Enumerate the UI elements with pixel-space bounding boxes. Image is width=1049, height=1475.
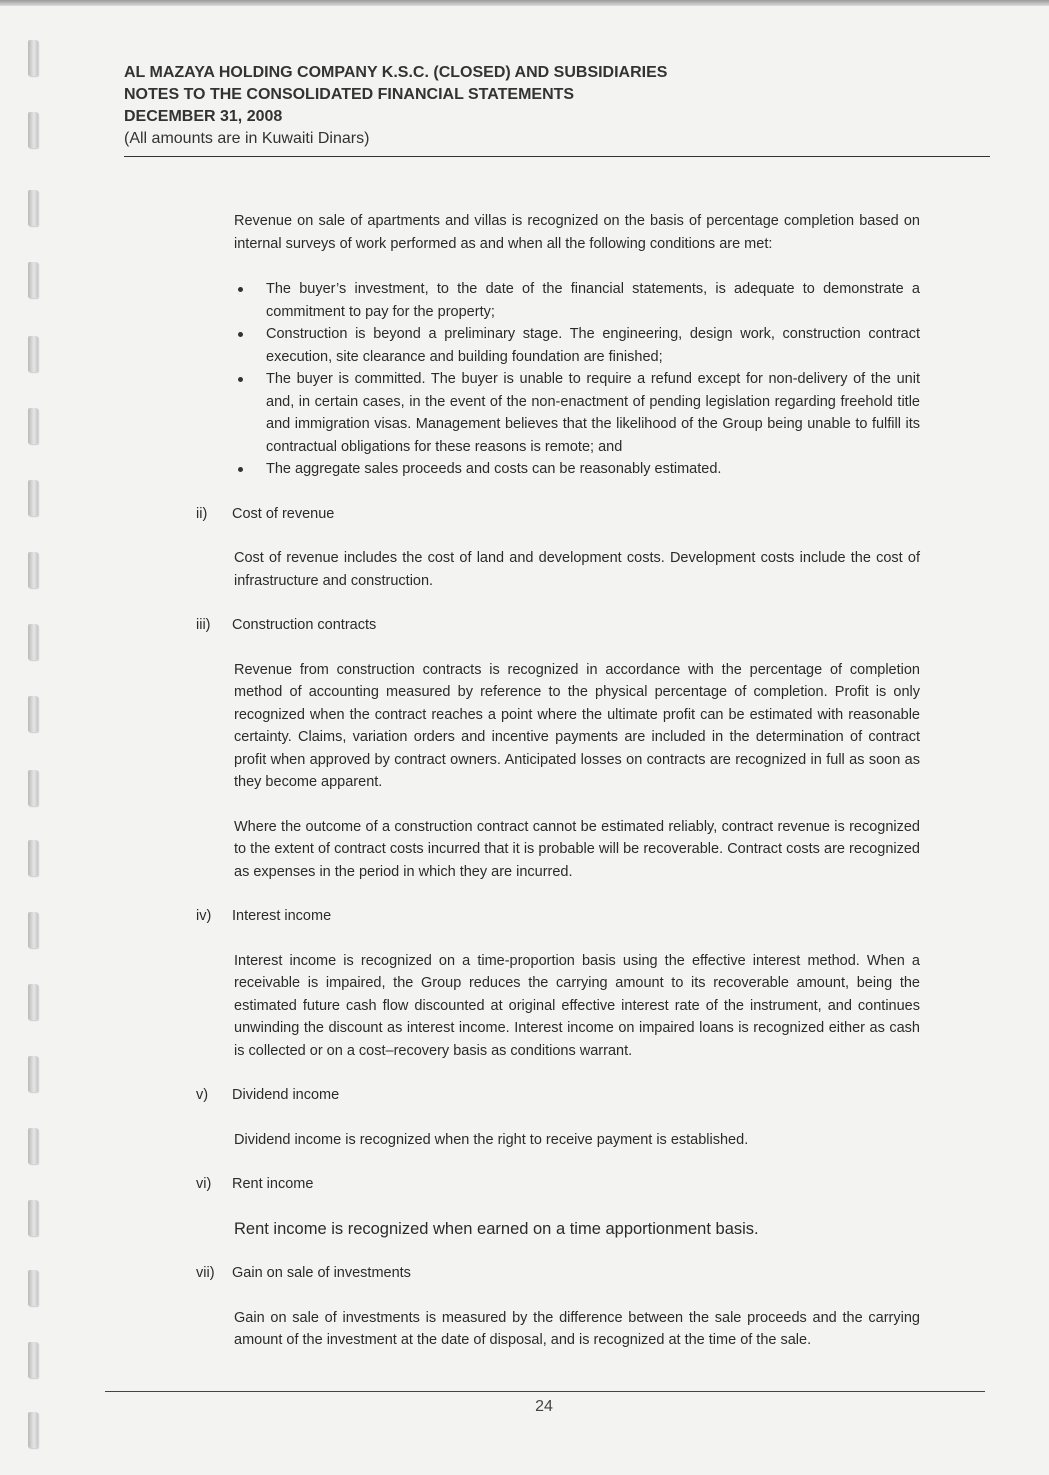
- list-item: [234, 458, 920, 481]
- section-number: iii): [196, 617, 211, 633]
- binder-holes: [28, 0, 42, 1475]
- binder-hole: [28, 336, 38, 372]
- binder-hole: [28, 552, 38, 588]
- binder-hole: [28, 40, 38, 76]
- bullet-icon: [238, 332, 243, 337]
- section-paragraph: Rent income is recognized when earned on a time apportionment basis.: [234, 1219, 759, 1238]
- list-item-text: Construction is beyond a preliminary stage. The engineering, design work, construction contract execution, site clearance and building foundation are finished;: [266, 326, 920, 365]
- section-title: Cost of revenue: [232, 505, 335, 522]
- company-name: AL MAZAYA HOLDING COMPANY K.S.C. (CLOSED) AND SUBSIDIARIES: [124, 64, 668, 81]
- binder-hole: [28, 840, 38, 876]
- section-paragraph: Gain on sale of investments is measured by the difference between the sale proceeds and the carrying amount of the investment at the date of disposal, and is recognized at the time of the sale.: [234, 1309, 920, 1348]
- binder-hole: [28, 984, 38, 1020]
- binder-hole: [28, 1056, 38, 1092]
- binder-hole: [28, 1270, 38, 1306]
- binder-hole: [28, 1200, 38, 1236]
- list-item-text: The buyer is committed. The buyer is unable to require a refund except for non-delivery of the unit and, in certain cases, in the event of the non-enactment of pending legislation regarding freehold title and immigration visas. Management believes that the likelihood of the Group being unable to fulfill its contractual obligations for these reasons is remote; and: [266, 371, 920, 455]
- binder-hole: [28, 624, 38, 660]
- section-heading-cost-of-revenue: [196, 503, 920, 526]
- section-number: iv): [196, 908, 212, 924]
- bullet-icon: [238, 287, 243, 292]
- section-title: Rent income: [232, 1176, 314, 1192]
- section-title: Gain on sale of investments: [232, 1265, 411, 1281]
- section-number: vii): [196, 1265, 215, 1281]
- conditions-list: [234, 278, 920, 481]
- binder-hole: [28, 912, 38, 948]
- binder-hole: [28, 262, 38, 298]
- binder-hole: [28, 112, 38, 148]
- bullet-icon: [238, 377, 243, 382]
- section-paragraph: Dividend income is recognized when the right to receive payment is established.: [234, 1131, 749, 1148]
- section-heading-construction-contracts: [196, 614, 920, 637]
- section-heading-rent-income: [196, 1173, 920, 1196]
- section-paragraph: Interest income is recognized on a time-proportion basis using the effective interest method. When a receivable is impaired, the Group reduces the carrying amount to its recoverable amount, being the estimated future cash flow discounted at original effective interest rate of the instrument, and continues unwinding the discount as interest income. Interest income on impaired loans is recognized either as cash is collected or on a cost–recovery basis as conditions warrant.: [234, 952, 920, 1059]
- section-number: ii): [196, 505, 208, 522]
- bullet-icon: [238, 467, 243, 472]
- section-number: v): [196, 1087, 209, 1103]
- footer-rule: [105, 1391, 985, 1392]
- section-title: Dividend income: [232, 1087, 340, 1103]
- section-number: vi): [196, 1176, 212, 1192]
- binder-hole: [28, 480, 38, 516]
- notes-body: [196, 210, 920, 1352]
- section-title: Interest income: [232, 908, 332, 924]
- binder-hole: [28, 408, 38, 444]
- list-item-text: The aggregate sales proceeds and costs can be reasonably estimated.: [266, 461, 722, 477]
- section-heading-gain-on-sale: [196, 1262, 920, 1285]
- section-paragraph: Revenue from construction contracts is recognized in accordance with the percentage of completion method of accounting measured by reference to the physical percentage of completion. Profit is only recognized when the contract reaches a point where the ultimate profit can be estimated with reasonable certainty. Claims, variation orders and incentive payments are included in the determination of contract profit when approved by contract owners. Anticipated losses on contracts are recognized in full as soon as they become apparent.: [234, 661, 920, 790]
- binder-hole: [28, 770, 38, 806]
- currency-note: (All amounts are in Kuwaiti Dinars): [124, 130, 370, 147]
- section-title: Construction contracts: [232, 617, 377, 633]
- list-item-text: The buyer’s investment, to the date of the financial statements, is adequate to demonstrate a commitment to pay for the property;: [266, 281, 920, 320]
- list-item: [234, 368, 920, 458]
- section-paragraph: Where the outcome of a construction contract cannot be estimated reliably, contract revenue is recognized to the extent of contract costs incurred that it is probable will be recoverable. Contract costs are recognized as expenses in the period in which they are incurred.: [234, 818, 920, 880]
- list-item: [234, 278, 920, 323]
- intro-paragraph: Revenue on sale of apartments and villas is recognized on the basis of percentage completion based on internal surveys of work performed as and when all the following conditions are met:: [234, 213, 920, 252]
- page-top-edge: [0, 0, 1049, 6]
- section-paragraph: Cost of revenue includes the cost of land and development costs. Development costs include the cost of infrastructure and construction.: [234, 550, 920, 589]
- binder-hole: [28, 190, 38, 226]
- section-heading-dividend-income: [196, 1084, 920, 1107]
- section-heading-interest-income: [196, 905, 920, 928]
- page-number: 24: [535, 1398, 553, 1415]
- binder-hole: [28, 696, 38, 732]
- document-title: NOTES TO THE CONSOLIDATED FINANCIAL STATEMENTS: [124, 86, 575, 103]
- list-item: [234, 323, 920, 368]
- binder-hole: [28, 1128, 38, 1164]
- statement-date: DECEMBER 31, 2008: [124, 108, 283, 125]
- binder-hole: [28, 1342, 38, 1378]
- binder-hole: [28, 1412, 38, 1448]
- page-header: [124, 62, 990, 157]
